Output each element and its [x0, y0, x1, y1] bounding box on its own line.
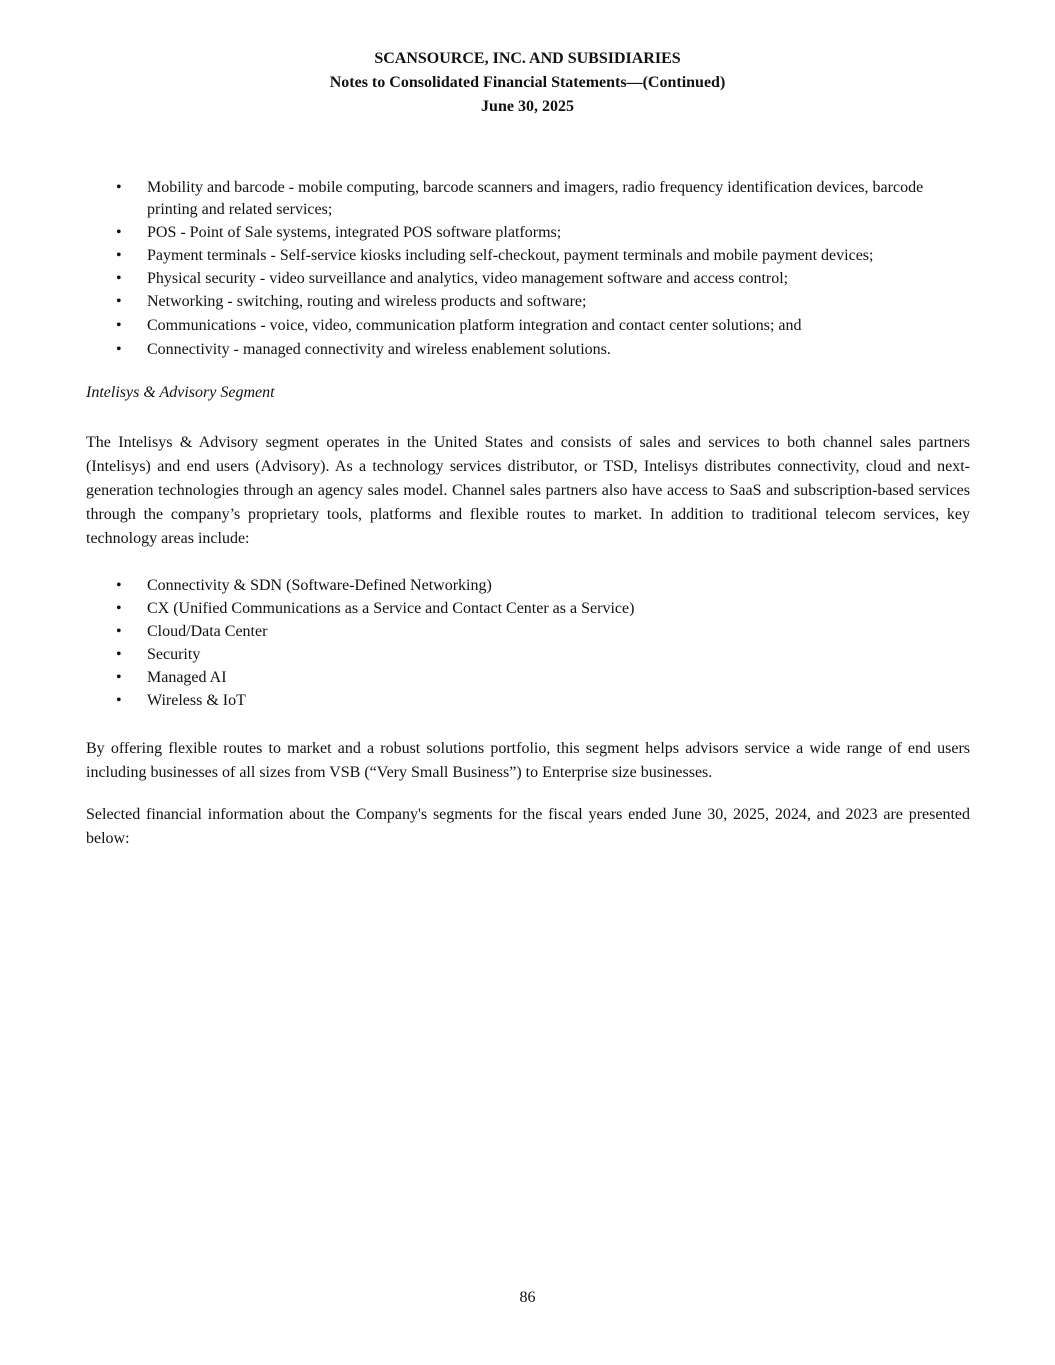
bullet-icon: • [116, 293, 122, 310]
list-item-text: Connectivity & SDN (Software-Defined Networking) [147, 577, 492, 594]
bullet-icon: • [116, 270, 122, 287]
list-item [86, 597, 970, 620]
bullet-icon: • [116, 247, 122, 264]
bullet-icon: • [116, 224, 122, 241]
list-item-text: POS - Point of Sale systems, integrated POS software platforms; [147, 224, 562, 241]
statement-date: June 30, 2025 [481, 98, 574, 115]
bullet-icon: • [116, 623, 122, 640]
segment-heading: Intelisys & Advisory Segment [86, 384, 275, 401]
document-title: Notes to Consolidated Financial Statements—(Continued) [329, 74, 726, 91]
list-item [86, 620, 970, 643]
technology-list [86, 177, 970, 362]
list-item [86, 689, 970, 712]
bullet-icon: • [116, 341, 122, 358]
bullet-icon: • [116, 317, 122, 334]
list-item-text: Communications - voice, video, communication platform integration and contact center solutions; and [147, 317, 802, 334]
list-item [86, 291, 970, 313]
list-item-text: Cloud/Data Center [147, 623, 268, 640]
list-item-text: Security [147, 646, 201, 663]
list-item-text: Physical security - video surveillance and analytics, video management software and access control; [147, 270, 789, 287]
list-item-text: Networking - switching, routing and wireless products and software; [147, 293, 587, 310]
bullet-icon: • [116, 179, 122, 196]
list-item-text: Mobility and barcode - mobile computing, barcode scanners and imagers, radio frequency identification devices, barcode printing and related services; [147, 179, 924, 218]
list-item [86, 268, 970, 290]
segment-description: The Intelisys & Advisory segment operates in the United States and consists of sales and services to both channel sales partners (Intelisys) and end users (Advisory). As a technology services distributor, or TSD, Intelisys distributes connectivity, cloud and next-generation technologies through an agency sales model. Channel sales partners also have access to SaaS and subscription-based services through the company’s proprietary tools, platforms and flexible routes to market. In addition to traditional telecom services, key technology areas include: [86, 434, 970, 547]
list-item-text: Connectivity - managed connectivity and wireless enablement solutions. [147, 341, 611, 358]
list-item [86, 315, 970, 337]
list-item [86, 574, 970, 597]
list-item-text: Managed AI [147, 669, 227, 686]
key-areas-list [86, 574, 970, 712]
bullet-icon: • [116, 692, 122, 709]
bullet-icon: • [116, 646, 122, 663]
page-header [0, 47, 1055, 119]
list-item-text: Wireless & IoT [147, 692, 246, 709]
bullet-icon: • [116, 669, 122, 686]
list-item-text: CX (Unified Communications as a Service and Contact Center as a Service) [147, 600, 635, 617]
list-item [86, 222, 970, 244]
list-item [86, 339, 970, 361]
list-item-text: Payment terminals - Self-service kiosks including self-checkout, payment terminals and mobile payment devices; [147, 247, 874, 264]
page-number: 86 [519, 1289, 536, 1306]
list-item [86, 245, 970, 267]
list-item [86, 643, 970, 666]
company-name: SCANSOURCE, INC. AND SUBSIDIARIES [374, 50, 681, 67]
portfolio-paragraph: By offering flexible routes to market and a robust solutions portfolio, this segment helps advisors service a wide range of end users including businesses of all sizes from VSB (“Very Small Business”) to Enterprise size businesses. [86, 740, 970, 781]
list-item [86, 177, 970, 221]
selected-info-paragraph: Selected financial information about the Company's segments for the fiscal years ended June 30, 2025, 2024, and 2023 are presented below: [86, 806, 970, 847]
bullet-icon: • [116, 577, 122, 594]
list-item [86, 666, 970, 689]
bullet-icon: • [116, 600, 122, 617]
